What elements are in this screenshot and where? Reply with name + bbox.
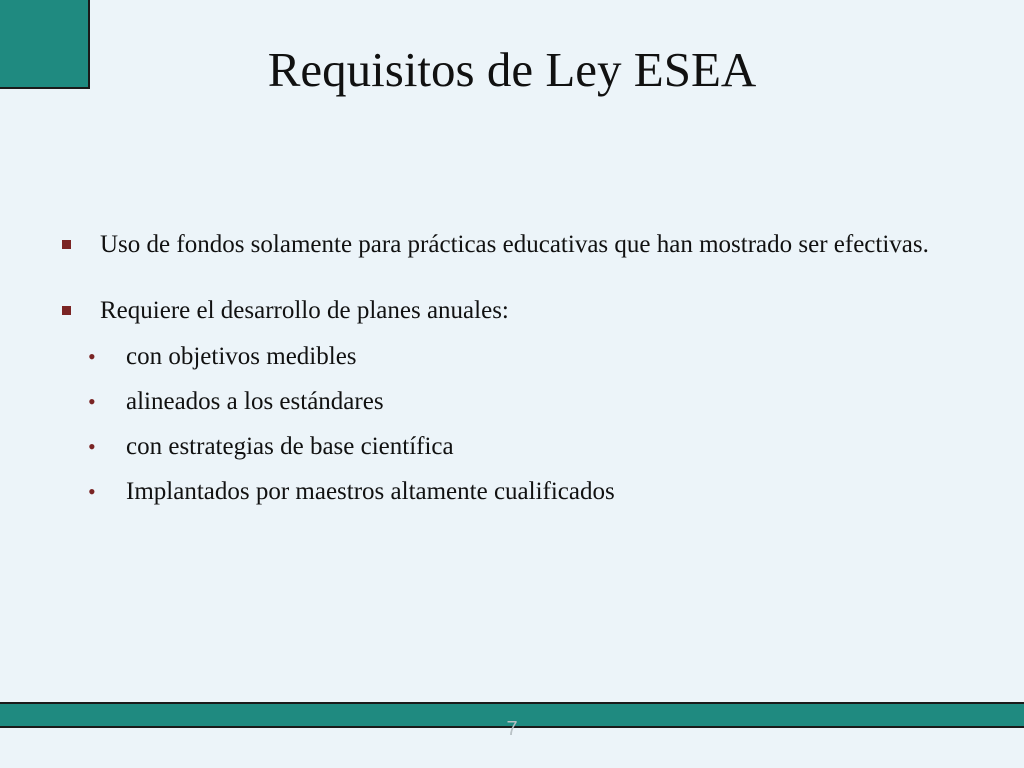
bullet-text: Uso de fondos solamente para prácticas educativas que han mostrado ser efectivas. <box>100 231 929 258</box>
page-number: 7 <box>506 718 518 740</box>
bullet-text: Requiere el desarrollo de planes anuales: <box>100 297 509 324</box>
bullet-text: con estrategias de base científica <box>126 433 454 460</box>
slide-title: Requisitos de Ley ESEA <box>267 42 757 97</box>
bullet-text: alineados a los estándares <box>126 388 384 415</box>
square-bullet-icon <box>62 306 71 315</box>
bullet-list <box>62 228 964 509</box>
sub-bullet-item <box>62 385 964 419</box>
round-bullet-icon: • <box>88 479 96 504</box>
bullet-text: con objetivos medibles <box>126 343 357 370</box>
round-bullet-icon: • <box>88 389 96 414</box>
bullet-item-plans <box>62 294 964 328</box>
sub-bullet-item <box>62 340 964 374</box>
round-bullet-icon: • <box>88 344 96 369</box>
bullet-item-funds <box>62 228 964 262</box>
square-bullet-icon <box>62 240 71 249</box>
bullet-text: Implantados por maestros altamente cualificados <box>126 478 615 505</box>
sub-bullet-item <box>62 430 964 464</box>
sub-bullet-item <box>62 475 964 509</box>
round-bullet-icon: • <box>88 434 96 459</box>
